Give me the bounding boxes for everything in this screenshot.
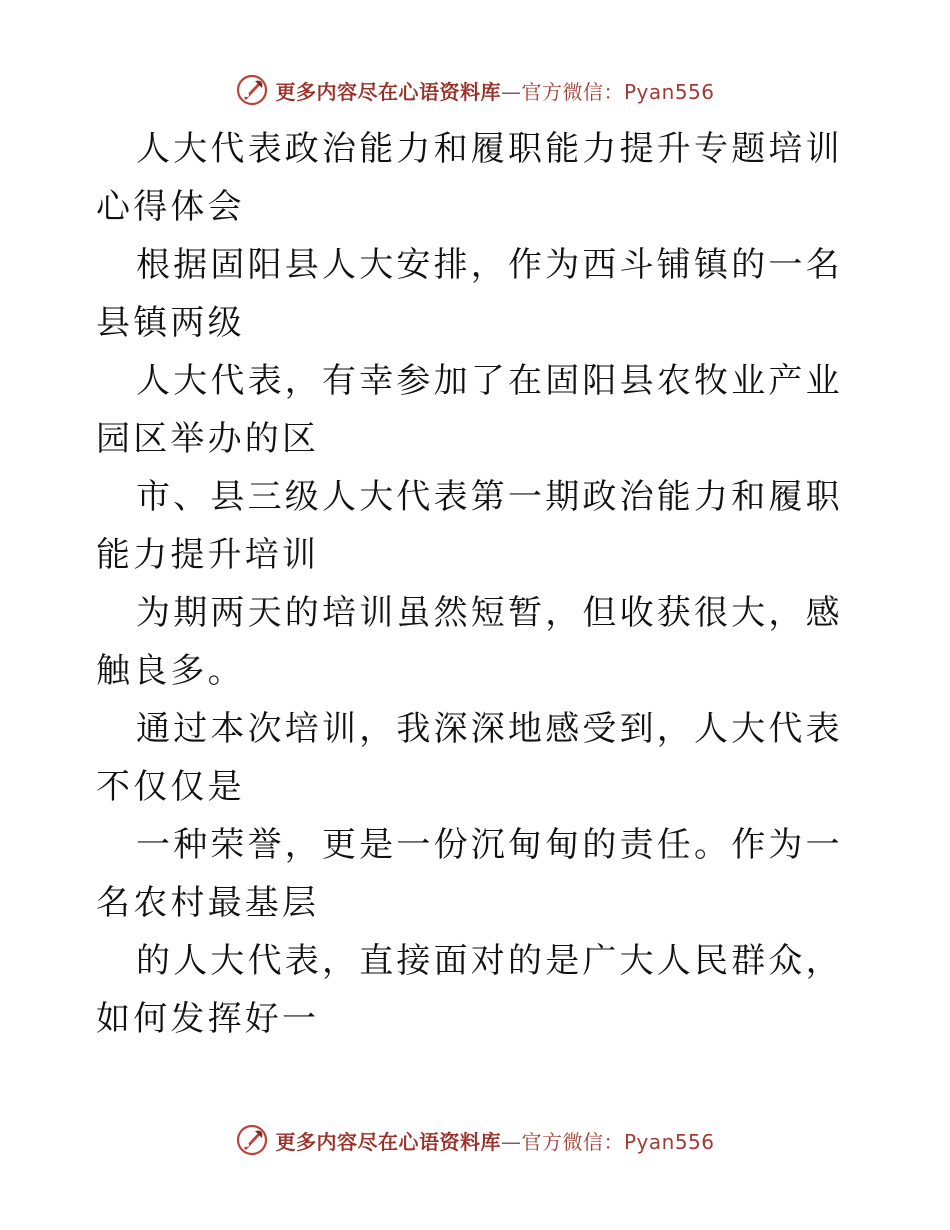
header-banner [0,70,950,110]
footer-banner-text: 更多内容尽在心语资料库—官方微信：Pyan556 [275,1129,715,1154]
quill-pen-logo-icon [235,73,269,107]
document-body [96,120,854,1048]
quill-pen-logo-icon [235,1123,269,1157]
paragraph: 通过本次培训，我深深地感受到，人大代表不仅仅是 [96,709,843,807]
paragraph: 为期两天的培训虽然短暂，但收获很大，感触良多。 [96,593,843,691]
paragraph: 根据固阳县人大安排，作为西斗铺镇的一名县镇两级 [96,245,843,343]
paragraph: 市、县三级人大代表第一期政治能力和履职能力提升培训 [96,477,843,575]
footer-banner [0,1120,950,1160]
paragraph: 一种荣誉，更是一份沉甸甸的责任。作为一名农村最基层 [96,825,843,923]
paragraph: 的人大代表，直接面对的是广大人民群众，如何发挥好一 [96,941,843,1039]
document-title: 人大代表政治能力和履职能力提升专题培训心得体会 [96,129,843,227]
paragraph: 人大代表，有幸参加了在固阳县农牧业产业园区举办的区 [96,361,843,459]
header-banner-text: 更多内容尽在心语资料库—官方微信：Pyan556 [275,79,715,104]
